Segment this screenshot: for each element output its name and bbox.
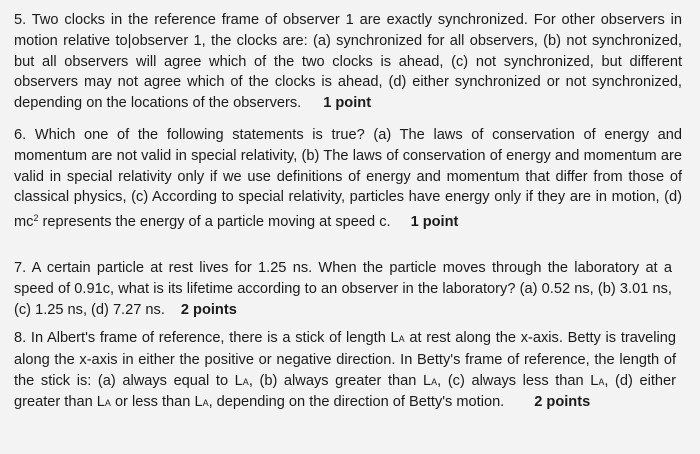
question-8-text-6: or less than L bbox=[110, 394, 203, 411]
question-8-points: 2 points bbox=[534, 394, 591, 411]
question-5 bbox=[14, 10, 682, 114]
question-8-text-7: , depending on the direction of Betty's motion. bbox=[208, 394, 505, 411]
question-8-subscript: A bbox=[104, 398, 111, 409]
question-6-points: 1 point bbox=[410, 214, 459, 231]
question-8-subscript: A bbox=[202, 398, 209, 409]
question-6-superscript: 2 bbox=[33, 213, 39, 224]
question-7 bbox=[14, 258, 672, 320]
question-7-points: 2 points bbox=[180, 301, 237, 318]
question-8-text-2: at rest along the x-axis. Betty is traveling along the x-axis in either the positive or negative direction. In Betty's frame of reference, the length of the stick is: (a) always equal to L bbox=[14, 330, 676, 389]
question-8-text-4: , (c) always less than L bbox=[437, 372, 599, 389]
question-8-subscript: A bbox=[398, 334, 405, 344]
question-8-text-1: 8. In Albert's frame of reference, there is a stick of length L bbox=[14, 330, 399, 346]
question-5-text: 5. Two clocks in the reference frame of observer 1 are exactly synchronized. For other observers in motion relative to|observer 1, the clocks are: (a) synchronized for all observers, (b) not synchronized, but all observers will agree which of the two clocks is ahead, (c) not synchronized, but different observers may not agree which of the clocks is ahead, (d) either synchronized or not synchronized, depending on the locations of the observers. bbox=[14, 12, 682, 112]
question-6-text: 6. Which one of the following statements is true? (a) The laws of conservation of energy and momentum are not valid in special relativity, (b) The laws of conservation of energy and momentum are valid in special relativity only if we use definitions of energy and momentum that differ from those of classical physics, (c) According to special relativity, particles have energy only if they are in motion, (d) mc bbox=[14, 127, 682, 231]
question-6-text-end: represents the energy of a particle moving at speed c. bbox=[38, 214, 391, 231]
question-8-subscript: A bbox=[242, 376, 249, 387]
question-5-points: 1 point bbox=[323, 95, 372, 112]
question-8-subscript: A bbox=[431, 376, 438, 387]
question-8-subscript: A bbox=[598, 376, 605, 387]
question-7-text: 7. A certain particle at rest lives for 1.25 ns. When the particle moves through the laboratory at a speed of 0.91c, what is its lifetime according to an observer in the laboratory? (a) 0.52 ns, (b) 3.01 ns, (c) 1.25 ns, (d) 7.27 ns. bbox=[14, 260, 672, 318]
question-6 bbox=[14, 125, 682, 233]
question-8-text-5: , (d) either greater than L bbox=[14, 372, 677, 411]
question-8-text-3: , (b) always greater than L bbox=[248, 372, 432, 389]
question-8 bbox=[14, 328, 676, 414]
